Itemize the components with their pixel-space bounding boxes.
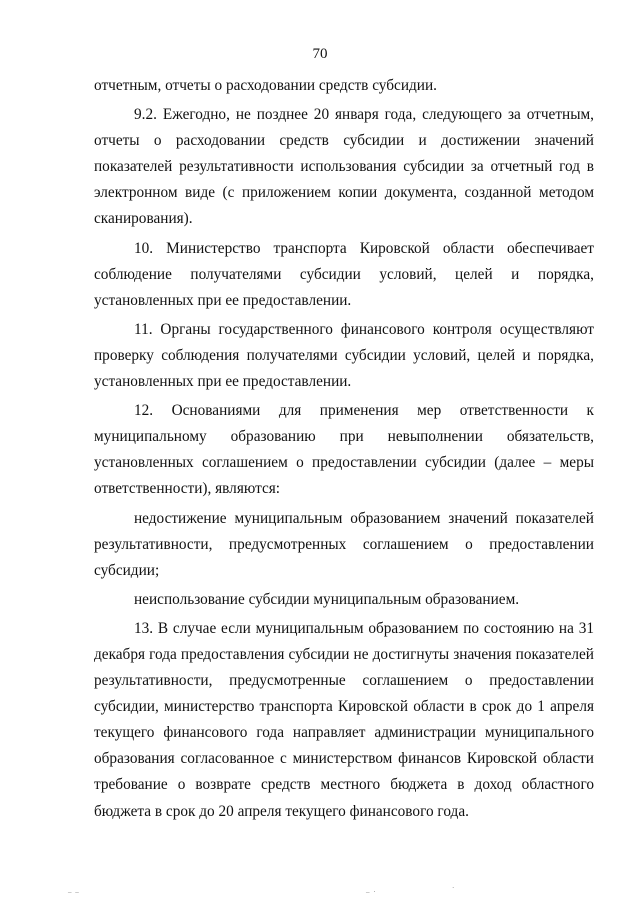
paragraph-13: 13. В случае если муниципальным образованием по состоянию на 31 декабря года предоставления субсидии не достигнуты значения показателей результативности, предусмотренные соглашением о предоставлении субсидии, министерство транспорта Кировской области в срок до 1 апреля текущего финансового года направляет администрации муниципального образования согласованное с министерством финансов Кировской области требование о возврате средств местного бюджета в доход областного бюджета в срок до 20 апреля текущего финансового года.: [94, 619, 594, 820]
paragraph-10: 10. Министерство транспорта Кировской области обеспечивает соблюдение получателями субсидии условий, целей и порядка, установленных при ее предоставлении.: [94, 239, 594, 309]
scan-artifact-left: ‒ ‒: [68, 888, 80, 896]
document-body: [94, 73, 594, 825]
paragraph-12: 12. Основаниями для применения мер ответственности к муниципальному образованию при невыполнении обязательств, установленных соглашением о предоставлении субсидии (далее – меры ответственности), являются:: [94, 402, 594, 498]
paragraph-11: 11. Органы государственного финансового контроля осуществляют проверку соблюдения получателями субсидии условий, целей и порядка, установленных при ее предоставлении.: [94, 320, 594, 391]
scan-artifact-right: ·: [452, 884, 456, 892]
paragraph-12-item-2: неиспользование субсидии муниципальным образованием.: [134, 590, 520, 608]
page-number: 70: [312, 46, 328, 62]
paragraph-9-2: 9.2. Ежегодно, не позднее 20 января года, следующего за отчетным, отчеты о расходовании средств субсидии и достижении значений показателей результативности использования субсидии за отчетный год в электронном виде (с приложением копии документа, созданной методом сканирования).: [94, 106, 594, 228]
paragraph-12-item-1: недостижение муниципальным образованием значений показателей результативности, предусмотренных соглашением о предоставлении субсидии;: [94, 509, 594, 579]
paragraph-continuation: отчетным, отчеты о расходовании средств субсидии.: [94, 77, 437, 94]
scan-artifact-center: ‒ ·: [366, 888, 377, 896]
